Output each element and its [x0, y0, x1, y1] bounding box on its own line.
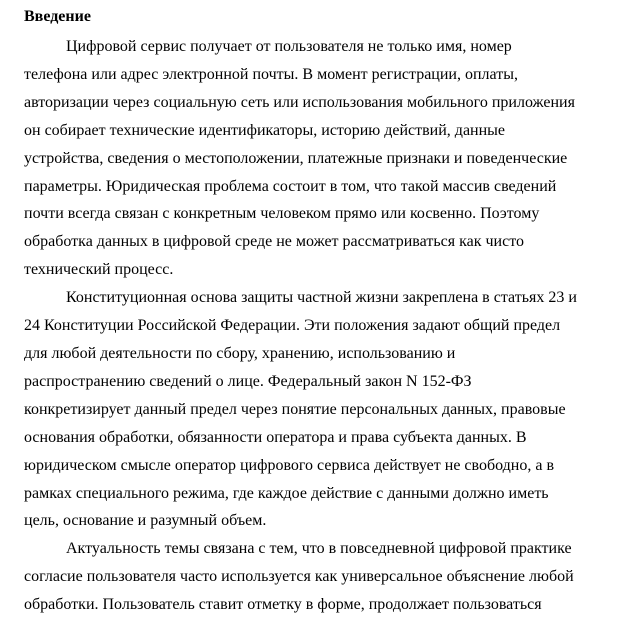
text-line: Цифровой сервис получает от пользователя не только имя, номер [66, 38, 512, 55]
text-line: обработка данных в цифровой среде не может рассматриваться как чисто [24, 233, 524, 251]
text-line: рамках специального режима, где каждое действие с данными должно иметь [24, 484, 549, 502]
text-line: технический процесс. [24, 261, 174, 279]
text-line: устройства, сведения о местоположении, платежные признаки и поведенческие [24, 149, 568, 167]
text-line: параметры. Юридическая проблема состоит в том, что такой массив сведений [24, 177, 557, 195]
text-line: авторизации через социальную сеть или использования мобильного приложения [24, 93, 575, 111]
text-line: 24 Конституции Российской Федерации. Эти положения задают общий предел [24, 317, 561, 335]
text-line: Актуальность темы связана с тем, что в повседневной цифровой практике [66, 540, 572, 558]
text-line: он собирает технические идентификаторы, историю действий, данные [24, 121, 506, 139]
text-line: телефона или адрес электронной почты. В момент регистрации, оплаты, [24, 65, 518, 83]
text-line: для любой деятельности по сбору, хранению, использованию и [24, 344, 456, 362]
paragraph-relevance [24, 535, 594, 619]
section-heading: Введение [24, 8, 91, 25]
text-line: почти всегда связан с конкретным человеком прямо или косвенно. Поэтому [24, 205, 540, 223]
paragraph-constitution [24, 284, 594, 535]
text-line: Конституционная основа защиты частной жизни закреплена в статьях 23 и [66, 289, 577, 307]
text-line: конкретизирует данный предел через понятие персональных данных, правовые [24, 400, 566, 418]
paragraph-intro [24, 33, 594, 284]
text-line: распространению сведений о лице. Федеральный закон N 152-ФЗ [24, 372, 472, 390]
text-line: юридическом смысле оператор цифрового сервиса действует не свободно, а в [24, 456, 554, 474]
text-line: обработки. Пользователь ставит отметку в форме, продолжает пользоваться [24, 596, 542, 614]
document-page [24, 0, 594, 619]
text-line: согласие пользователя часто используется как универсальное объяснение любой [24, 568, 574, 586]
text-line: цель, основание и разумный объем. [24, 512, 267, 530]
text-line: основания обработки, обязанности оператора и права субъекта данных. В [24, 428, 527, 446]
